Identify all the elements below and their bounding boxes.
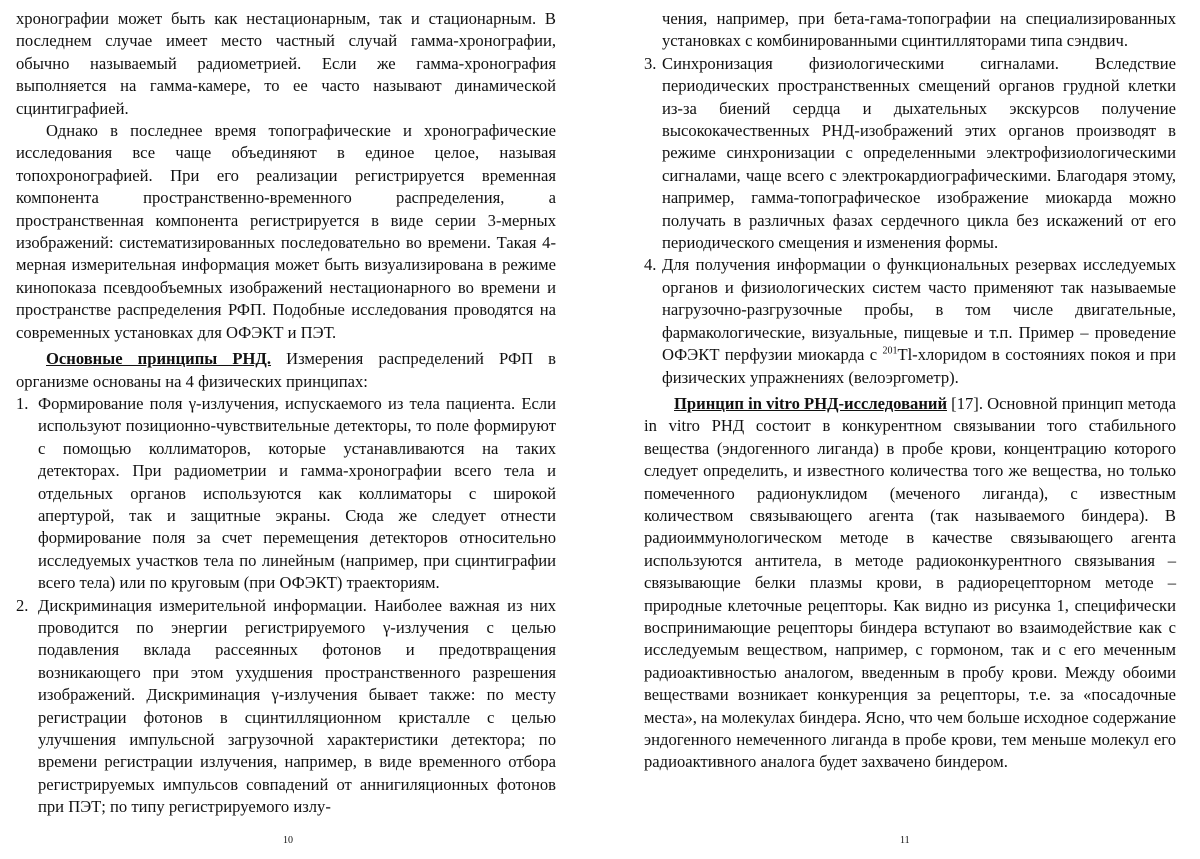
list-item-number: 3. [644, 53, 657, 73]
section-heading-principles: Основные принципы РНД. [46, 349, 271, 369]
list-item-text: Дискриминация измерительной информации. Наиболее важная из них проводится по энергии регистрируемого γ-излучения с целью подавления вклада рассеянных фотонов и предотвращения возникающего при этом ухудшения пространственного разрешения изображений. Дискриминация γ-излучения бывает также: по месту регистрации фотонов в сцинтилляционном кристалле с целью улучшения импульсной загрузочной характеристики детектора; по времени регистрации излучения, например, в виде временного отбора регистрируемых импульсов совпадений от аннигиляционных фотонов при ПЭТ; по типу регистрируемого излу- [38, 595, 556, 817]
section-heading-in-vitro: Принцип in vitro РНД-исследований [674, 393, 948, 413]
left-paragraph-1: хронографии может быть как нестационарным, так и стационарным. В последнем случае имеет место частный случай гамма-хронографии, обычно называемый радиометрией. Если же гамма-хронография выполняется на гамма-камере, то ее часто называют динамической сцинтиграфией. [16, 9, 556, 118]
section-reference: [17]. [947, 393, 983, 413]
left-paragraph-2: Однако в последнее время топографические и хронографические исследования все чаще объединяют в единое целое, называя топохронографией. При его реализации регистрируется временная компонента пространственно-временного распределения, а пространственная компонента регистрируется в виде серии 3-мерных изображений: систематизированных последовательно во времени. Такая 4-мерная измерительная информация может быть визуализирована в режиме кинопоказа псевдообъемных изображений нестационарного во времени и пространстве распределения РФП. Подобные исследования проводятся на современных установках для ОФЭКТ и ПЭТ. [16, 121, 556, 342]
list-item-text-before: Для получения информации о функциональных резервах исследуемых органов и физиологических систем часто применяют так называемые нагрузочно-разгрузочные пробы, в том числе двигательные, фармакологические, визуальные, пищевые и т.п. Пример – проведение ОФЭКТ перфузии миокарда с [662, 255, 1176, 365]
list-item [644, 53, 1176, 255]
right-continuation: чения, например, при бета-гама-топографии на специализированных установках с комбинированными сцинтилляторами типа сэндвич. [662, 9, 1176, 51]
in-vitro-body: Основной принцип метода in vitro РНД состоит в конкурентном связывании того стабильного вещества (эндогенного лиганда) в пробе крови, концентрацию которого следует определить, и известного количества того же вещества, но только помеченного радионуклидом (меченого лиганда), с известным количеством связывающего агента (так называемого биндера). В радиоиммунологическом методе в качестве связывающего агента используются антитела, в методе радиоконкурентного связывания – связывающие белки плазмы крови, в радиорецепторном методе – природные клеточные рецепторы. Как видно из рисунка 1, специфически воспринимающие рецепторы биндера вступают во взаимодействие как с исследуемым веществом, например, с гормоном, так и с его меченным радиоактивностью аналогом, введенным в пробу крови. Между обоими веществами возникает конкуренция за рецепторы, т.е. за «посадочные места», на молекулах биндера. Ясно, что чем больше исходное содержание эндогенного немеченного лиганда в пробе крови, тем меньше молекул его радиоактивного аналога будет захвачено биндером. [644, 393, 1176, 772]
list-item-number: 4. [644, 255, 657, 275]
page-number-left: 10 [283, 835, 293, 846]
right-page [600, 0, 1200, 859]
principles-list-right [644, 53, 1176, 389]
list-item [16, 595, 556, 819]
list-item-number: 1. [16, 393, 29, 413]
in-vitro-paragraph [644, 393, 1176, 774]
list-item-text: Синхронизация физиологическими сигналами. Вследствие периодических пространственных смещений органов грудной клетки из-за биений сердца и дыхательных экскурсов получение высококачественных РНД-изображений этих органов производят в режиме синхронизации с определенными электрофизиологическими сигналами, чаще всего с электрокардиографическими. Благодаря этому, например, гамма-топографическое изображение миокарда можно получать в различных фазах сердечного цикла без искажений от его периодического смещения и изменения формы. [662, 53, 1176, 253]
principles-paragraph [16, 348, 556, 393]
list-item-text: Формирование поля γ-излучения, испускаемого из тела пациента. Если используют позиционно-чувствительные детекторы, то поле формируют с помощью коллиматоров, которые устанавливаются на таких детекторах. При радиометрии и гамма-хронографии всего тела и отдельных органов используются как коллиматоры с широкой апертурой, так и защитные экраны. Сюда же следует отнести формирование поля за счет перемещения детекторов относительно исследуемых участков тела по линейным (например, при сцинтиграфии всего тела) или по круговым (при ОФЭКТ) траекториям. [38, 393, 556, 593]
list-item [16, 393, 556, 595]
list-item-text-after: Tl-хлоридом в состояниях покоя и при физических упражнениях (велоэргометр). [662, 345, 1176, 387]
list-item-number: 2. [16, 595, 29, 615]
list-item [644, 254, 1176, 388]
isotope-superscript: 201 [882, 345, 898, 357]
principles-list-left [16, 393, 556, 819]
principles-intro: Измерения распределений РФП в организме основаны на 4 физических принципах: [16, 349, 557, 391]
page-number-right: 11 [900, 835, 910, 846]
